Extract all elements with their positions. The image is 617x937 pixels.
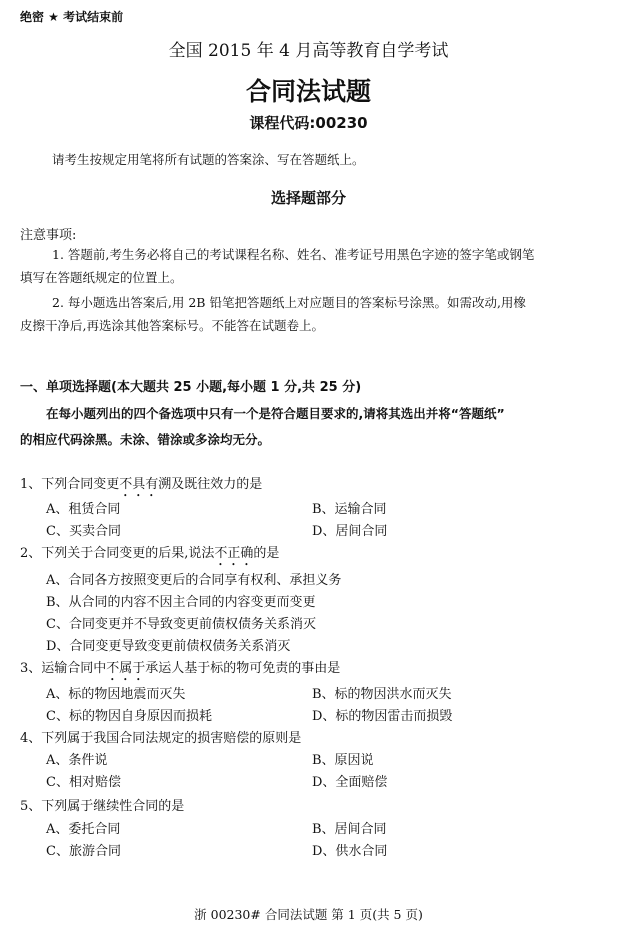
answer-instruction: 请考生按规定用笔将所有试题的答案涂、写在答题纸上。 xyxy=(52,152,365,167)
question-1-stem-end: 溯及既往效力的是 xyxy=(158,477,263,492)
exam-title: 全国 2015 年 4 月高等教育自学考试 xyxy=(168,41,449,61)
question-4-option-c: C、相对赔偿 xyxy=(46,775,121,790)
course-code: 课程代码:00230 xyxy=(249,114,368,132)
question-2-stem-end: 的是 xyxy=(253,546,280,561)
part-description-line-1: 在每小题列出的四个备选项中只有一个是符合题目要求的,请将其选出并将“答题纸” xyxy=(46,406,505,421)
question-3 xyxy=(20,657,340,684)
question-5: 5、下列属于继续性合同的是 xyxy=(20,799,185,814)
question-4: 4、下列属于我国合同法规定的损害赔偿的原则是 xyxy=(20,731,302,746)
question-1-stem-start: 1、下列合同变更 xyxy=(20,477,120,492)
note-2-line-2: 皮擦干净后,再选涂其他答案标号。不能答在试题卷上。 xyxy=(20,318,324,333)
question-2-stem-start: 2、下列关于合同变更的后果,说法 xyxy=(20,546,215,561)
question-5-option-a: A、委托合同 xyxy=(46,822,121,837)
note-1-line-2: 填写在答题纸规定的位置上。 xyxy=(20,270,183,285)
question-4-option-a: A、条件说 xyxy=(46,753,108,768)
question-4-option-d: D、全面赔偿 xyxy=(312,775,388,790)
question-1 xyxy=(20,473,262,500)
page-footer: 浙 00230# 合同法试题 第 1 页(共 5 页) xyxy=(194,907,423,922)
question-2-option-c: C、合同变更并不导致变更前债权债务关系消灭 xyxy=(46,617,316,632)
question-3-option-c: C、标的物因自身原因而损耗 xyxy=(46,709,212,724)
part-heading: 一、单项选择题(本大题共 25 小题,每小题 1 分,共 25 分) xyxy=(20,380,362,395)
question-1-emphasis: 不具有 xyxy=(119,477,159,492)
part-description-line-2: 的相应代码涂黑。未涂、错涂或多涂均无分。 xyxy=(20,432,271,447)
subject-title: 合同法试题 xyxy=(245,77,371,106)
section-title: 选择题部分 xyxy=(270,189,346,207)
note-1-line-1: 1. 答题前,考生务必将自己的考试课程名称、姓名、准考证号用黑色字迹的签字笔或钢笔 xyxy=(52,247,535,262)
question-2 xyxy=(20,542,279,569)
question-4-option-b: B、原因说 xyxy=(312,753,374,768)
question-5-option-c: C、旅游合同 xyxy=(46,844,121,859)
question-1-option-b: B、运输合同 xyxy=(312,502,387,517)
note-2-line-1: 2. 每小题选出答案后,用 2B 铅笔把答题纸上对应题目的答案标号涂黑。如需改动,用橡 xyxy=(52,295,526,310)
question-1-option-d: D、居间合同 xyxy=(312,524,388,539)
question-5-option-b: B、居间合同 xyxy=(312,822,387,837)
question-2-option-a: A、合同各方按照变更后的合同享有权利、承担义务 xyxy=(46,573,342,588)
question-1-option-c: C、买卖合同 xyxy=(46,524,121,539)
question-3-stem-start: 3、运输合同中 xyxy=(20,661,107,676)
question-3-option-a: A、标的物因地震而灭失 xyxy=(46,687,186,702)
question-3-stem-end: 承运人基于标的物可免责的事由是 xyxy=(145,661,341,676)
confidential-label: 绝密 ★ 考试结束前 xyxy=(20,10,124,24)
question-1-option-a: A、租赁合同 xyxy=(46,502,121,517)
question-3-emphasis: 不属于 xyxy=(106,661,146,676)
question-2-option-b: B、从合同的内容不因主合同的内容变更而变更 xyxy=(46,595,316,610)
question-3-option-d: D、标的物因雷击而损毁 xyxy=(312,709,453,724)
question-3-option-b: B、标的物因洪水而灭失 xyxy=(312,687,452,702)
question-2-option-d: D、合同变更导致变更前债权债务关系消灭 xyxy=(46,639,291,654)
question-5-option-d: D、供水合同 xyxy=(312,844,388,859)
question-2-emphasis: 不正确 xyxy=(214,546,254,561)
notes-title: 注意事项: xyxy=(20,228,77,243)
